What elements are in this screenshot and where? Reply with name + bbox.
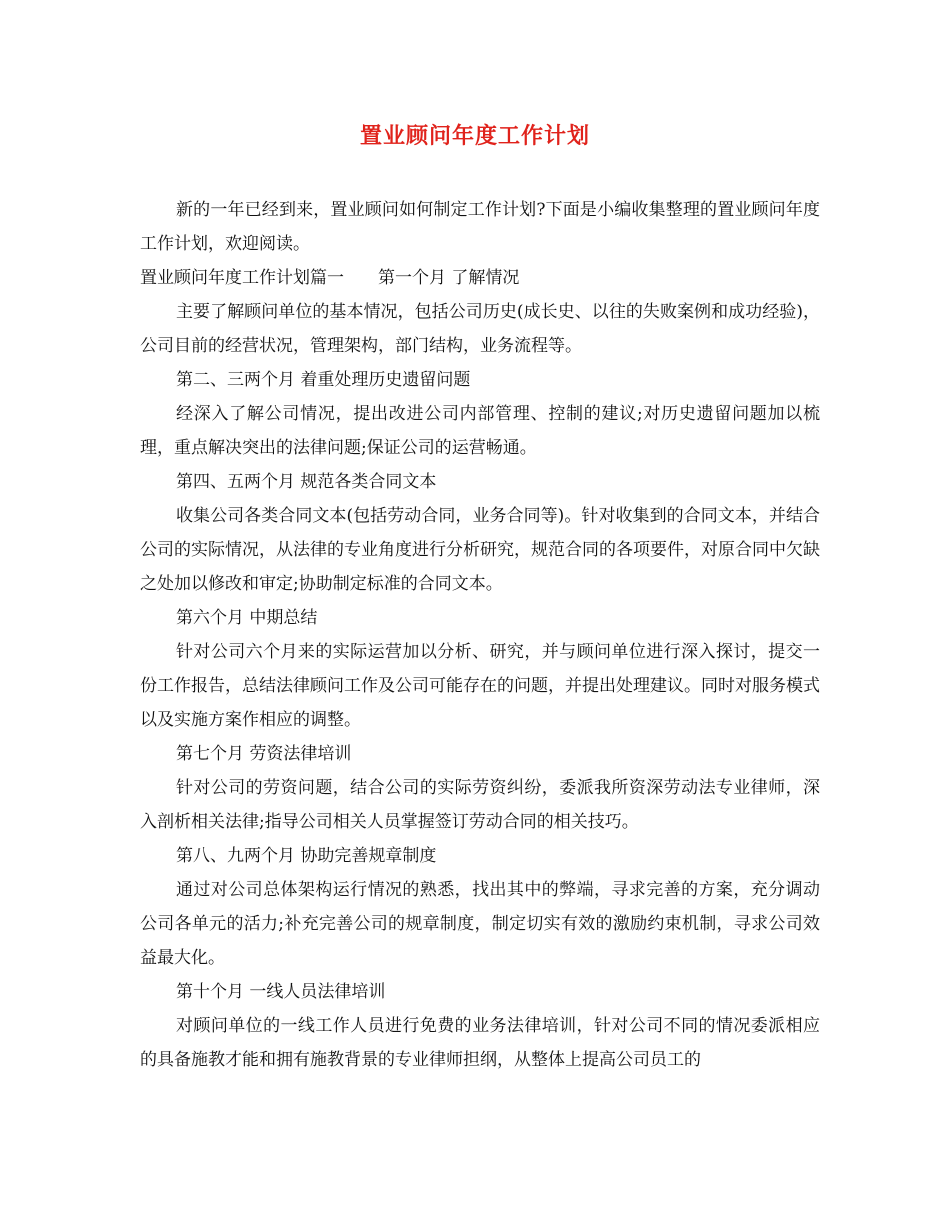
paragraph-month-10: 对顾问单位的一线工作人员进行免费的业务法律培训，针对公司不同的情况委派相应的具备施教才能和拥有施教背景的专业律师担纲，从整体上提高公司员工的: [140, 1016, 820, 1070]
paragraph-month-6: 针对公司六个月来的实际运营加以分析、研究，并与顾问单位进行深入探讨，提交一份工作报告，总结法律顾问工作及公司可能存在的问题，并提出处理建议。同时对服务模式以及实施方案作相应的调整。: [140, 642, 820, 730]
section-heading-left: 置业顾问年度工作计划篇一: [140, 268, 344, 288]
paragraph-month-2-3: 经深入了解公司情况，提出改进公司内部管理、控制的建议;对历史遗留问题加以梳理，重点解决突出的法律问题;保证公司的运营畅通。: [140, 404, 820, 458]
subheading-month-10: 第十个月 一线人员法律培训: [176, 982, 386, 1002]
subheading-month-4-5: 第四、五两个月 规范各类合同文本: [176, 472, 437, 492]
document-body: [140, 193, 820, 1077]
subheading-month-7: 第七个月 劳资法律培训: [176, 744, 352, 764]
paragraph-month-8-9: 通过对公司总体架构运行情况的熟悉，找出其中的弊端，寻求完善的方案，充分调动公司各单元的活力;补充完善公司的规章制度，制定切实有效的激励约束机制，寻求公司效益最大化。: [140, 880, 820, 968]
subheading-month-8-9: 第八、九两个月 协助完善规章制度: [176, 846, 437, 866]
intro-paragraph: 新的一年已经到来，置业顾问如何制定工作计划?下面是小编收集整理的置业顾问年度工作计划，欢迎阅读。: [140, 200, 820, 254]
subheading-month-2-3: 第二、三两个月 着重处理历史遗留问题: [176, 370, 471, 390]
section-heading-right: 第一个月 了解情况: [378, 268, 520, 288]
paragraph-month-4-5: 收集公司各类合同文本(包括劳动合同，业务合同等)。针对收集到的合同文本，并结合公司的实际情况，从法律的专业角度进行分析研究，规范合同的各项要件，对原合同中欠缺之处加以修改和审定;协助制定标准的合同文本。: [140, 506, 820, 594]
section-heading: [140, 261, 820, 295]
paragraph-month-1: 主要了解顾问单位的基本情况，包括公司历史(成长史、以往的失败案例和成功经验)，公司目前的经营状况，管理架构，部门结构，业务流程等。: [140, 302, 820, 356]
paragraph-month-7: 针对公司的劳资问题，结合公司的实际劳资纠纷，委派我所资深劳动法专业律师，深入剖析相关法律;指导公司相关人员掌握签订劳动合同的相关技巧。: [140, 778, 820, 832]
document-title: 置业顾问年度工作计划: [359, 123, 590, 149]
subheading-month-6: 第六个月 中期总结: [176, 608, 318, 628]
